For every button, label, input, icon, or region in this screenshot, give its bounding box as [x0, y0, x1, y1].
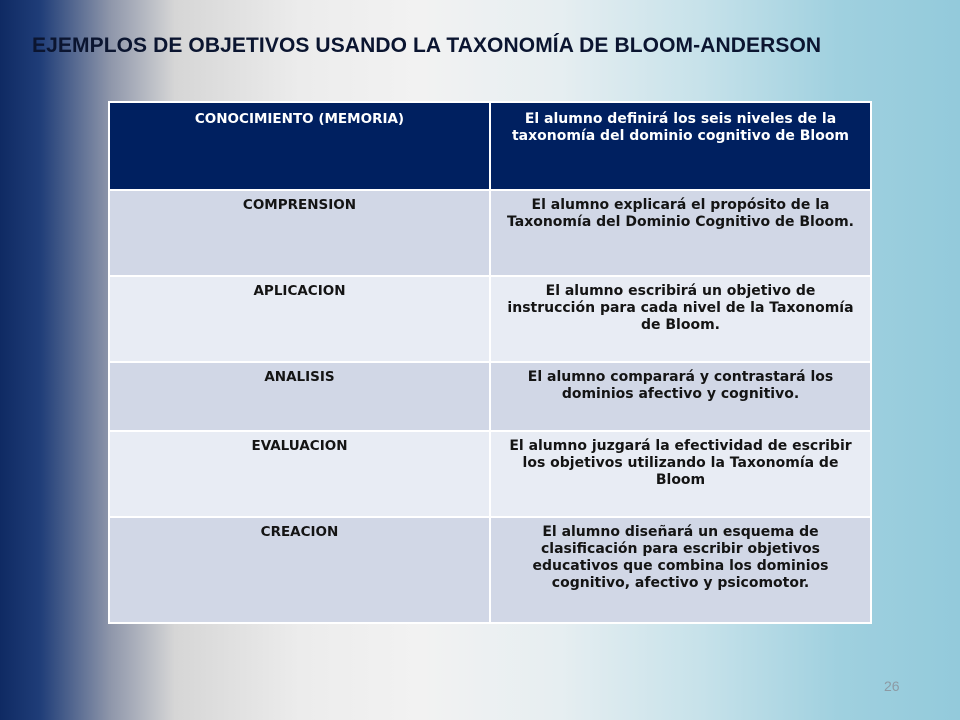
objective-cell: El alumno escribirá un objetivo de instrucción para cada nivel de la Taxonomía de Bloom. — [490, 276, 871, 362]
level-cell: CREACION — [109, 517, 490, 623]
objective-cell: El alumno explicará el propósito de la Taxonomía del Dominio Cognitivo de Bloom. — [490, 190, 871, 276]
level-cell: ANALISIS — [109, 362, 490, 431]
table-row — [109, 276, 871, 362]
table-row — [109, 362, 871, 431]
table-row — [109, 431, 871, 517]
objective-cell: El alumno definirá los seis niveles de la taxonomía del dominio cognitivo de Bloom — [490, 102, 871, 190]
objective-cell: El alumno juzgará la efectividad de escribir los objetivos utilizando la Taxonomía de Bloom — [490, 431, 871, 517]
bloom-objectives-table — [108, 101, 872, 624]
table-row — [109, 517, 871, 623]
level-cell: APLICACION — [109, 276, 490, 362]
table-header-row — [109, 102, 871, 190]
page-number: 26 — [884, 678, 900, 694]
level-cell: EVALUACION — [109, 431, 490, 517]
slide-title: EJEMPLOS DE OBJETIVOS USANDO LA TAXONOMÍA DE BLOOM-ANDERSON — [32, 34, 822, 57]
objective-cell: El alumno comparará y contrastará los dominios afectivo y cognitivo. — [490, 362, 871, 431]
level-cell: COMPRENSION — [109, 190, 490, 276]
table-row — [109, 190, 871, 276]
objective-cell: El alumno diseñará un esquema de clasificación para escribir objetivos educativos que combina los dominios cognitivo, afectivo y psicomotor. — [490, 517, 871, 623]
level-cell: CONOCIMIENTO (MEMORIA) — [109, 102, 490, 190]
